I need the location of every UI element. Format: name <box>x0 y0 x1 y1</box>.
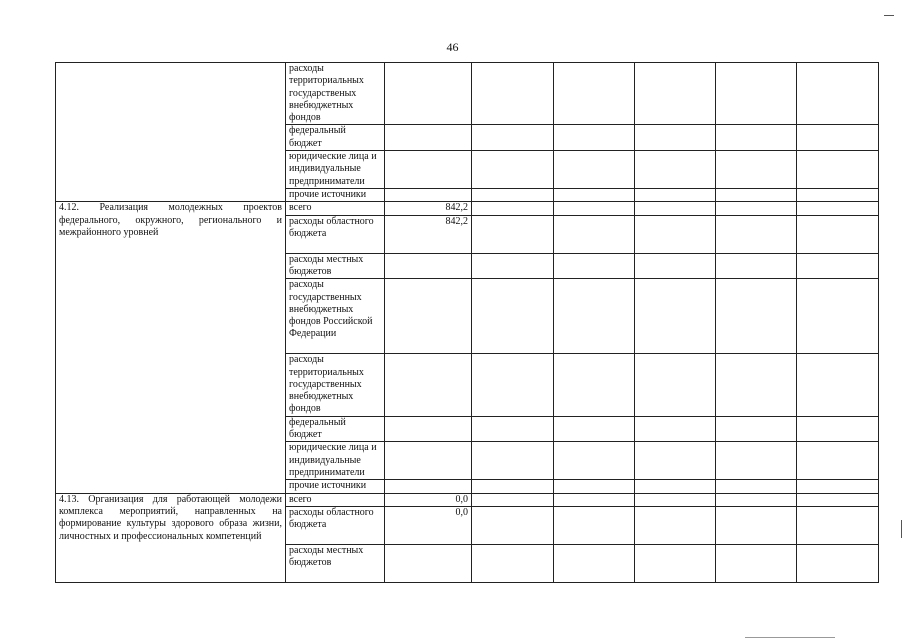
activity-cell-continued <box>56 63 286 202</box>
table-row <box>56 202 879 215</box>
source-cell: юридические лица и индивидуальные предприниматели <box>286 151 385 189</box>
total-cell: 0,0 <box>385 506 472 544</box>
table-row <box>56 493 879 506</box>
scan-mark-right <box>901 520 902 538</box>
total-cell: 842,2 <box>385 202 472 215</box>
source-cell: юридические лица и индивидуальные предприниматели <box>286 442 385 480</box>
source-cell: расходы государственных внебюджетных фондов Российской Федерации <box>286 279 385 354</box>
source-cell: федеральный бюджет <box>286 416 385 442</box>
total-cell <box>385 63 472 125</box>
funding-table <box>55 62 879 583</box>
total-cell <box>385 442 472 480</box>
total-cell: 0,0 <box>385 493 472 506</box>
total-cell <box>385 480 472 493</box>
table-row <box>56 63 879 125</box>
scan-mark-top-right <box>884 15 894 16</box>
source-cell: расходы местных бюджетов <box>286 544 385 582</box>
total-cell: 842,2 <box>385 215 472 253</box>
source-cell: федеральный бюджет <box>286 125 385 151</box>
total-cell <box>385 189 472 202</box>
total-cell <box>385 416 472 442</box>
source-cell: расходы территориальных государственных внебюджетных фондов <box>286 354 385 416</box>
source-cell: всего <box>286 493 385 506</box>
source-cell: прочие источники <box>286 480 385 493</box>
activity-title-4-12: 4.12. Реализация молодежных проектов федерального, окружного, регионального и межрайонного уровней <box>56 202 286 493</box>
source-cell: расходы областного бюджета <box>286 506 385 544</box>
source-cell: расходы территориальных государственых внебюджетных фондов <box>286 63 385 125</box>
total-cell <box>385 125 472 151</box>
source-cell: расходы местных бюджетов <box>286 253 385 279</box>
total-cell <box>385 279 472 354</box>
total-cell <box>385 253 472 279</box>
source-cell: расходы областного бюджета <box>286 215 385 253</box>
total-cell <box>385 151 472 189</box>
total-cell <box>385 354 472 416</box>
source-cell: прочие источники <box>286 189 385 202</box>
total-cell <box>385 544 472 582</box>
page-number: 46 <box>446 40 459 54</box>
source-cell: всего <box>286 202 385 215</box>
activity-title-4-13: 4.13. Организация для работающей молодежи комплекса мероприятий, направленных на формирование культуры здорового образа жизни, личностных и профессиональных компетенций <box>56 493 286 582</box>
scan-mark-bottom <box>745 637 835 638</box>
